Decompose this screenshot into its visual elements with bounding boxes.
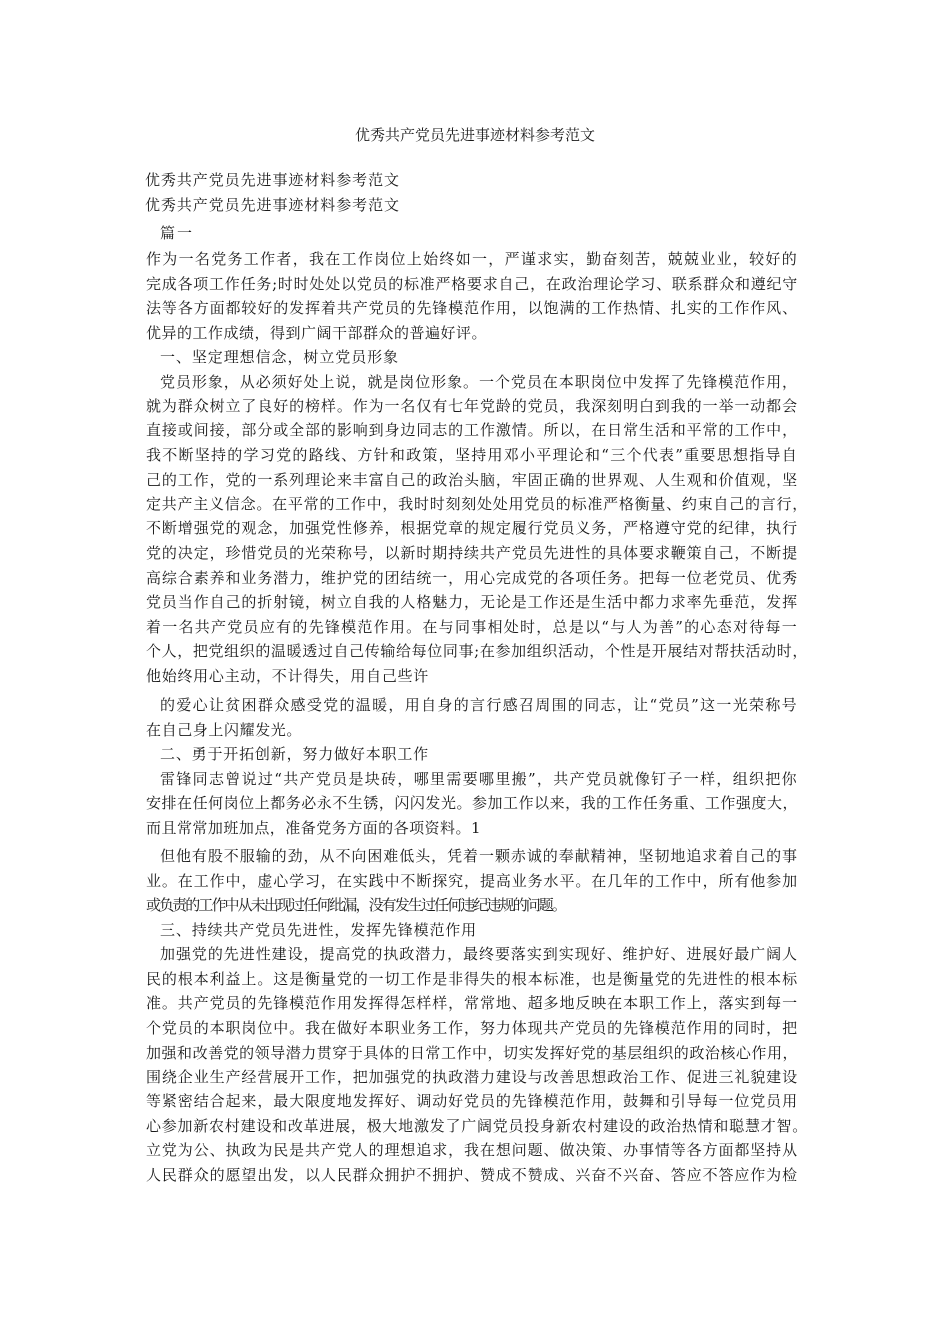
- body-line: 心参加新农村建设和改革进展，极大地激发了广阔党员投身新农村建设的政治热情和聪慧才智。: [146, 1117, 808, 1135]
- body-line: 加强党的先进性建设，提高党的执政潜力，最终要落实到实现好、维护好、进展好最广阔人: [160, 945, 798, 963]
- body-line: 安排在任何岗位上都务必永不生锈，闪闪发光。参加工作以来，我的工作任务重、工作强度大，: [146, 794, 798, 812]
- body-line: 个人，把党组织的温暖透过自己传输给每位同事;在参加组织活动，个性是开展结对帮扶活动时，: [146, 642, 808, 660]
- body-line: 但他有股不服输的劲，从不向困难低头，凭着一颗赤诚的奉献精神，坚韧地追求着自己的事: [160, 847, 798, 865]
- body-line: 着一名共产党员应有的先锋模范作用。在与同事相处时，总是以“与人为善”的心态对待每一: [146, 618, 798, 636]
- document-title: 优秀共产党员先进事迹材料参考范文: [354, 126, 595, 144]
- body-line: 直接或间接，部分或全部的影响到身边同志的工作激情。所以，在日常生活和平常的工作中，: [146, 421, 798, 439]
- body-line: 法等各方面都较好的发挥着共产党员的先锋模范作用，以饱满的工作热情、扎实的工作作风、: [146, 299, 798, 317]
- body-line: 的爱心让贫困群众感受党的温暖，用自身的言行感召周围的同志，让“党员”这一光荣称号: [160, 696, 798, 714]
- body-line: 优秀共产党员先进事迹材料参考范文: [145, 196, 400, 214]
- body-line: 立党为公、执政为民是共产党人的理想追求，我在想问题、做决策、办事情等各方面都坚持从: [146, 1141, 798, 1159]
- body-line: 不断增强党的观念，加强党性修养，根据党章的规定履行党员义务，严格遵守党的纪律，执行: [146, 519, 798, 537]
- body-line: 等紧密结合起来，最大限度地发挥好、调动好党员的先锋模范作用，鼓舞和引导每一位党员用: [146, 1092, 798, 1110]
- body-line: 完成各项工作任务;时时处处以党员的标准严格要求自己，在政治理论学习、联系群众和遵纪守: [146, 275, 798, 293]
- body-line: 民的根本利益上。这是衡量党的一切工作是非得失的根本标准，也是衡量党的先进性的根本标: [146, 970, 798, 988]
- body-line: 优异的工作成绩，得到广阔干部群众的普遍好评。: [146, 324, 487, 342]
- body-line: 加强和改善党的领导潜力贯穿于具体的日常工作中，切实发挥好党的基层组织的政治核心作用，: [146, 1044, 798, 1062]
- body-line: 党员形象，从必须好处上说，就是岗位形象。一个党员在本职岗位中发挥了先锋模范作用，: [160, 373, 798, 391]
- body-line: 雷锋同志曾说过“共产党员是块砖，哪里需要哪里搬”，共产党员就像钉子一样，组织把你: [160, 770, 798, 788]
- body-line: 高综合素养和业务潜力，维护党的团结统一，用心完成党的各项任务。把每一位老党员、优秀: [146, 569, 798, 587]
- body-line: 就为群众树立了良好的榜样。作为一名仅有七年党龄的党员，我深刻明白到我的一举一动都会: [146, 397, 798, 415]
- body-line: 三、持续共产党员先进性，发挥先锋模范作用: [160, 921, 477, 939]
- body-line: 作为一名党务工作者，我在工作岗位上始终如一，严谨求实，勤奋刻苦，兢兢业业，较好的: [146, 250, 798, 268]
- body-line: 或负责的工作中从未出现过任何纰漏，没有发生过任何违纪违规的问题。: [146, 896, 565, 914]
- body-line: 个党员的本职岗位中。我在做好本职业务工作，努力体现共产党员的先锋模范作用的同时，把: [146, 1019, 798, 1037]
- body-line: 定共产主义信念。在平常的工作中，我时时刻刻处处用党员的标准严格衡量、约束自己的言行，: [146, 495, 808, 513]
- body-line: 人民群众的愿望出发，以人民群众拥护不拥护、赞成不赞成、兴奋不兴奋、答应不答应作为检: [146, 1166, 798, 1184]
- body-line: 二、勇于开拓创新，努力做好本职工作: [160, 745, 429, 763]
- body-line: 在自己身上闪耀发光。: [146, 721, 302, 739]
- body-line: 准。共产党员的先锋模范作用发挥得怎样样，常常地、超多地反映在本职工作上，落实到每一: [146, 994, 798, 1012]
- body-line: 优秀共产党员先进事迹材料参考范文: [145, 171, 400, 189]
- body-line: 党员当作自己的折射镜，树立自我的人格魅力，无论是工作还是生活中都力求率先垂范，发挥: [146, 593, 798, 611]
- body-line: 党的决定，珍惜党员的光荣称号，以新时期持续共产党员先进性的具体要求鞭策自己，不断提: [146, 544, 798, 562]
- body-line: 我不断坚持的学习党的路线、方针和政策，坚持用邓小平理论和“三个代表”重要思想指导自: [146, 446, 798, 464]
- body-line: 篇一: [160, 224, 194, 242]
- body-line: 他始终用心主动，不计得失，用自己些许: [146, 667, 429, 685]
- body-line: 己的工作，党的一系列理论来丰富自己的政治头脑，牢固正确的世界观、人生观和价值观，坚: [146, 471, 798, 489]
- body-line: 一、坚定理想信念，树立党员形象: [160, 348, 399, 366]
- body-line: 围绕企业生产经营展开工作，把加强党的执政潜力建设与改善思想政治工作、促进三礼貌建设: [146, 1068, 798, 1086]
- body-line: 业。在工作中，虚心学习，在实践中不断探究，提高业务水平。在几年的工作中，所有他参加: [146, 872, 798, 890]
- body-line: 而且常常加班加点，准备党务方面的各项资料。1: [146, 819, 481, 837]
